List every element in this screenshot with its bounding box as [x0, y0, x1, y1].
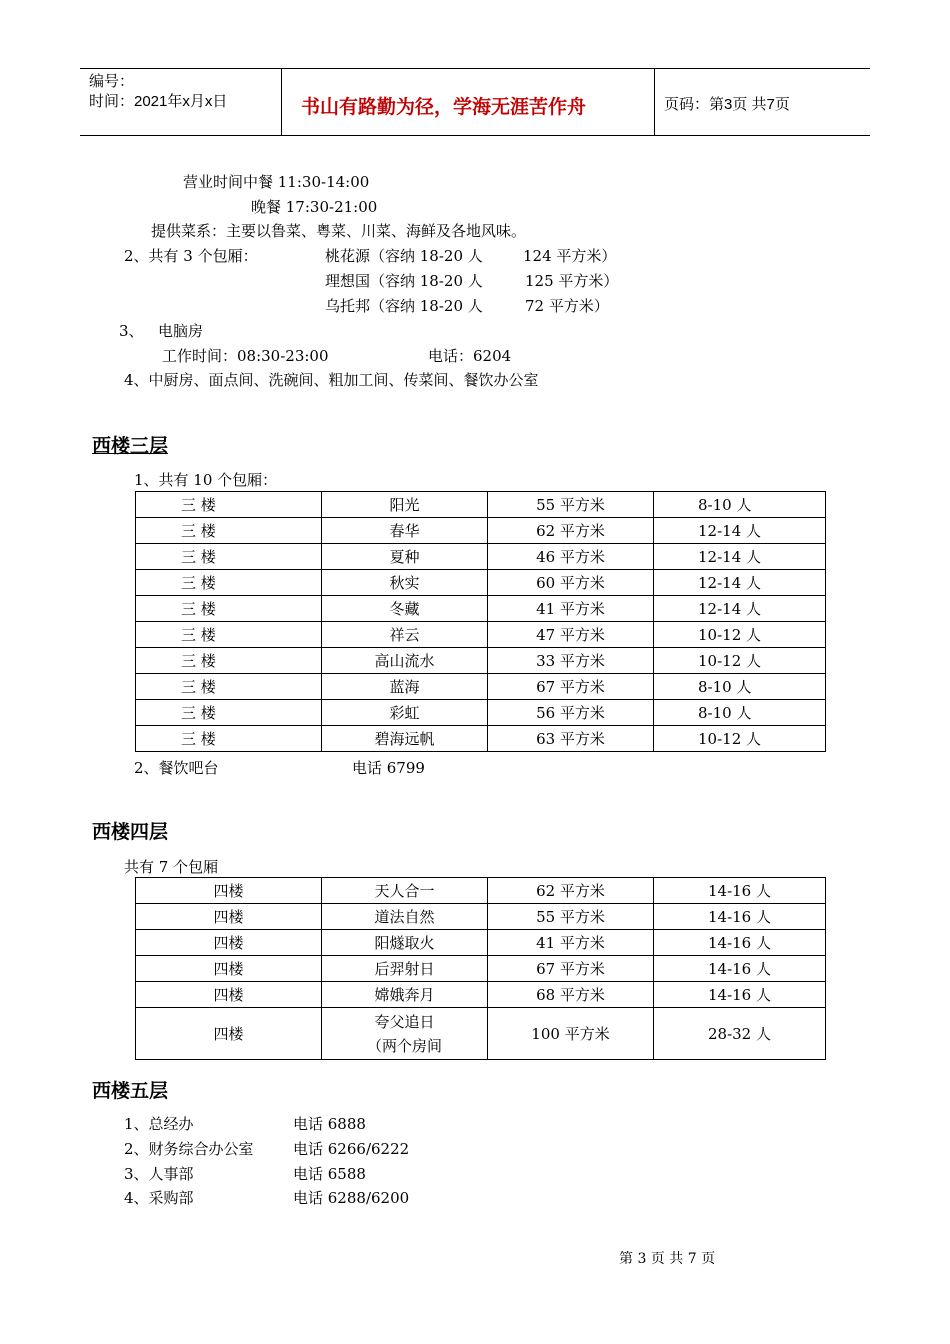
cell-capacity: 12-14 人: [654, 544, 826, 570]
cell-floor: 三 楼: [136, 492, 322, 518]
cell-floor: 三 楼: [136, 622, 322, 648]
dept-label: 2、财务综合办公室: [124, 1140, 254, 1158]
cell-room-name: 蓝海: [322, 674, 488, 700]
table-row: [136, 878, 826, 904]
cell-floor: 三 楼: [136, 674, 322, 700]
room-name: 桃花源（容纳 18-20 人: [325, 247, 483, 265]
cell-room-name: 高山流水: [322, 648, 488, 674]
cell-floor: 四楼: [136, 904, 322, 930]
cell-capacity: 10-12 人: [654, 622, 826, 648]
room-area: 125 平方米）: [525, 272, 619, 290]
table-row: [136, 930, 826, 956]
room-name-line2: （两个房间: [366, 1036, 442, 1055]
cell-area: 100 平方米: [488, 1008, 654, 1060]
cell-area: 41 平方米: [488, 596, 654, 622]
cell-area: 55 平方米: [488, 904, 654, 930]
table-row: [136, 674, 826, 700]
floor4-intro: 共有 7 个包厢: [124, 858, 219, 876]
cell-capacity: 14-16 人: [654, 982, 826, 1008]
table-row: [136, 1008, 826, 1060]
cell-room-name: 祥云: [322, 622, 488, 648]
cell-capacity: 12-14 人: [654, 596, 826, 622]
cell-room-name: 天人合一: [322, 878, 488, 904]
cell-area: 47 平方米: [488, 622, 654, 648]
cell-room-name: 碧海远帆: [322, 726, 488, 752]
cell-capacity: 8-10 人: [654, 492, 826, 518]
room-name: 乌托邦（容纳 18-20 人: [325, 297, 483, 315]
footer-page-number: 第 3 页 共 7 页: [619, 1251, 716, 1267]
floor3-title: 西楼三层: [92, 435, 169, 457]
dept-label: 3、人事部: [124, 1165, 194, 1183]
cell-capacity: 14-16 人: [654, 930, 826, 956]
pc-room-title: 电脑房: [158, 322, 204, 340]
cell-floor: 四楼: [136, 956, 322, 982]
cell-room-name: 后羿射日: [322, 956, 488, 982]
cell-capacity: 12-14 人: [654, 570, 826, 596]
cell-floor: 三 楼: [136, 544, 322, 570]
cell-floor: 三 楼: [136, 518, 322, 544]
cell-capacity: 10-12 人: [654, 648, 826, 674]
cell-area: 62 平方米: [488, 518, 654, 544]
doc-number-label: 编号：: [89, 73, 135, 90]
cell-floor: 三 楼: [136, 596, 322, 622]
cell-capacity: 14-16 人: [654, 956, 826, 982]
dept-phone: 电话 6888: [293, 1115, 366, 1133]
cell-area: 55 平方米: [488, 492, 654, 518]
cell-room-name: 阳燧取火: [322, 930, 488, 956]
table-row: [136, 904, 826, 930]
cell-area: 41 平方米: [488, 930, 654, 956]
table-row: [136, 544, 826, 570]
doc-date: 时间：2021年x月x日: [89, 93, 228, 110]
header-top-rule: [80, 68, 870, 69]
cell-floor: 四楼: [136, 878, 322, 904]
table-row: [136, 622, 826, 648]
table-row: [136, 518, 826, 544]
floor3-intro: 1、共有 10 个包厢：: [134, 471, 278, 489]
cell-room-name: 阳光: [322, 492, 488, 518]
cell-area: 63 平方米: [488, 726, 654, 752]
pc-room-hours: 工作时间：08:30-23:00: [162, 347, 329, 365]
pc-room-index: 3、: [119, 322, 144, 340]
cell-room-name: 道法自然: [322, 904, 488, 930]
cell-floor: 四楼: [136, 982, 322, 1008]
table-row: [136, 726, 826, 752]
header-divider-left: [281, 69, 282, 136]
kitchen-list: 4、中厨房、面点间、洗碗间、粗加工间、传菜间、餐饮办公室: [124, 371, 539, 389]
floor4-title: 西楼四层: [92, 821, 169, 843]
table-row: [136, 596, 826, 622]
floor5-title: 西楼五层: [92, 1080, 169, 1102]
cell-capacity: 14-16 人: [654, 904, 826, 930]
cell-capacity: 28-32 人: [654, 1008, 826, 1060]
table-row: [136, 700, 826, 726]
dept-phone: 电话 6288/6200: [293, 1189, 410, 1207]
cell-floor: 三 楼: [136, 648, 322, 674]
cell-area: 33 平方米: [488, 648, 654, 674]
room-area: 72 平方米）: [525, 297, 609, 315]
cell-area: 67 平方米: [488, 674, 654, 700]
cell-room-name: 秋实: [322, 570, 488, 596]
dinner-hours: 晚餐 17:30-21:00: [251, 198, 378, 216]
cuisines-text: 提供菜系：主要以鲁菜、粤菜、川菜、海鲜及各地风味。: [151, 222, 527, 240]
header-divider-right: [654, 69, 655, 136]
table-row: [136, 570, 826, 596]
dept-phone: 电话 6266/6222: [293, 1140, 410, 1158]
dept-label: 4、采购部: [124, 1189, 194, 1207]
bar-counter-phone: 电话 6799: [352, 759, 425, 777]
cell-capacity: 10-12 人: [654, 726, 826, 752]
cell-room-name: 彩虹: [322, 700, 488, 726]
cell-room-name: [322, 1008, 488, 1060]
bar-counter-label: 2、餐饮吧台: [134, 759, 219, 777]
cell-room-name: 春华: [322, 518, 488, 544]
header-bottom-rule: [80, 135, 870, 136]
table-row: [136, 648, 826, 674]
cell-capacity: 14-16 人: [654, 878, 826, 904]
cell-capacity: 8-10 人: [654, 700, 826, 726]
floor4-room-table: [135, 877, 826, 1060]
cell-area: 67 平方米: [488, 956, 654, 982]
room-name-line1: 夸父追日: [374, 1012, 435, 1031]
cell-floor: 三 楼: [136, 570, 322, 596]
cell-area: 46 平方米: [488, 544, 654, 570]
cell-room-name: 嫦娥奔月: [322, 982, 488, 1008]
cell-area: 62 平方米: [488, 878, 654, 904]
cell-room-name: 冬藏: [322, 596, 488, 622]
room-name: 理想国（容纳 18-20 人: [325, 272, 483, 290]
cell-area: 56 平方米: [488, 700, 654, 726]
cell-capacity: 12-14 人: [654, 518, 826, 544]
cell-area: 60 平方米: [488, 570, 654, 596]
header-motto: 书山有路勤为径，学海无涯苦作舟: [301, 96, 587, 118]
lunch-hours: 营业时间中餐 11:30-14:00: [183, 173, 370, 191]
cell-capacity: 8-10 人: [654, 674, 826, 700]
cell-floor: 四楼: [136, 930, 322, 956]
dept-label: 1、总经办: [124, 1115, 194, 1133]
dept-phone: 电话 6588: [293, 1165, 366, 1183]
cell-floor: 三 楼: [136, 700, 322, 726]
pc-room-phone: 电话：6204: [428, 347, 512, 365]
floor3-room-table: [135, 491, 826, 752]
cell-area: 68 平方米: [488, 982, 654, 1008]
table-row: [136, 492, 826, 518]
room-area: 124 平方米）: [523, 247, 617, 265]
private-rooms-intro: 2、共有 3 个包厢：: [124, 247, 258, 265]
table-row: [136, 956, 826, 982]
header-page-number: 页码：第3页 共7页: [664, 96, 790, 113]
table-row: [136, 982, 826, 1008]
cell-room-name: 夏种: [322, 544, 488, 570]
cell-floor: 三 楼: [136, 726, 322, 752]
cell-floor: 四楼: [136, 1008, 322, 1060]
